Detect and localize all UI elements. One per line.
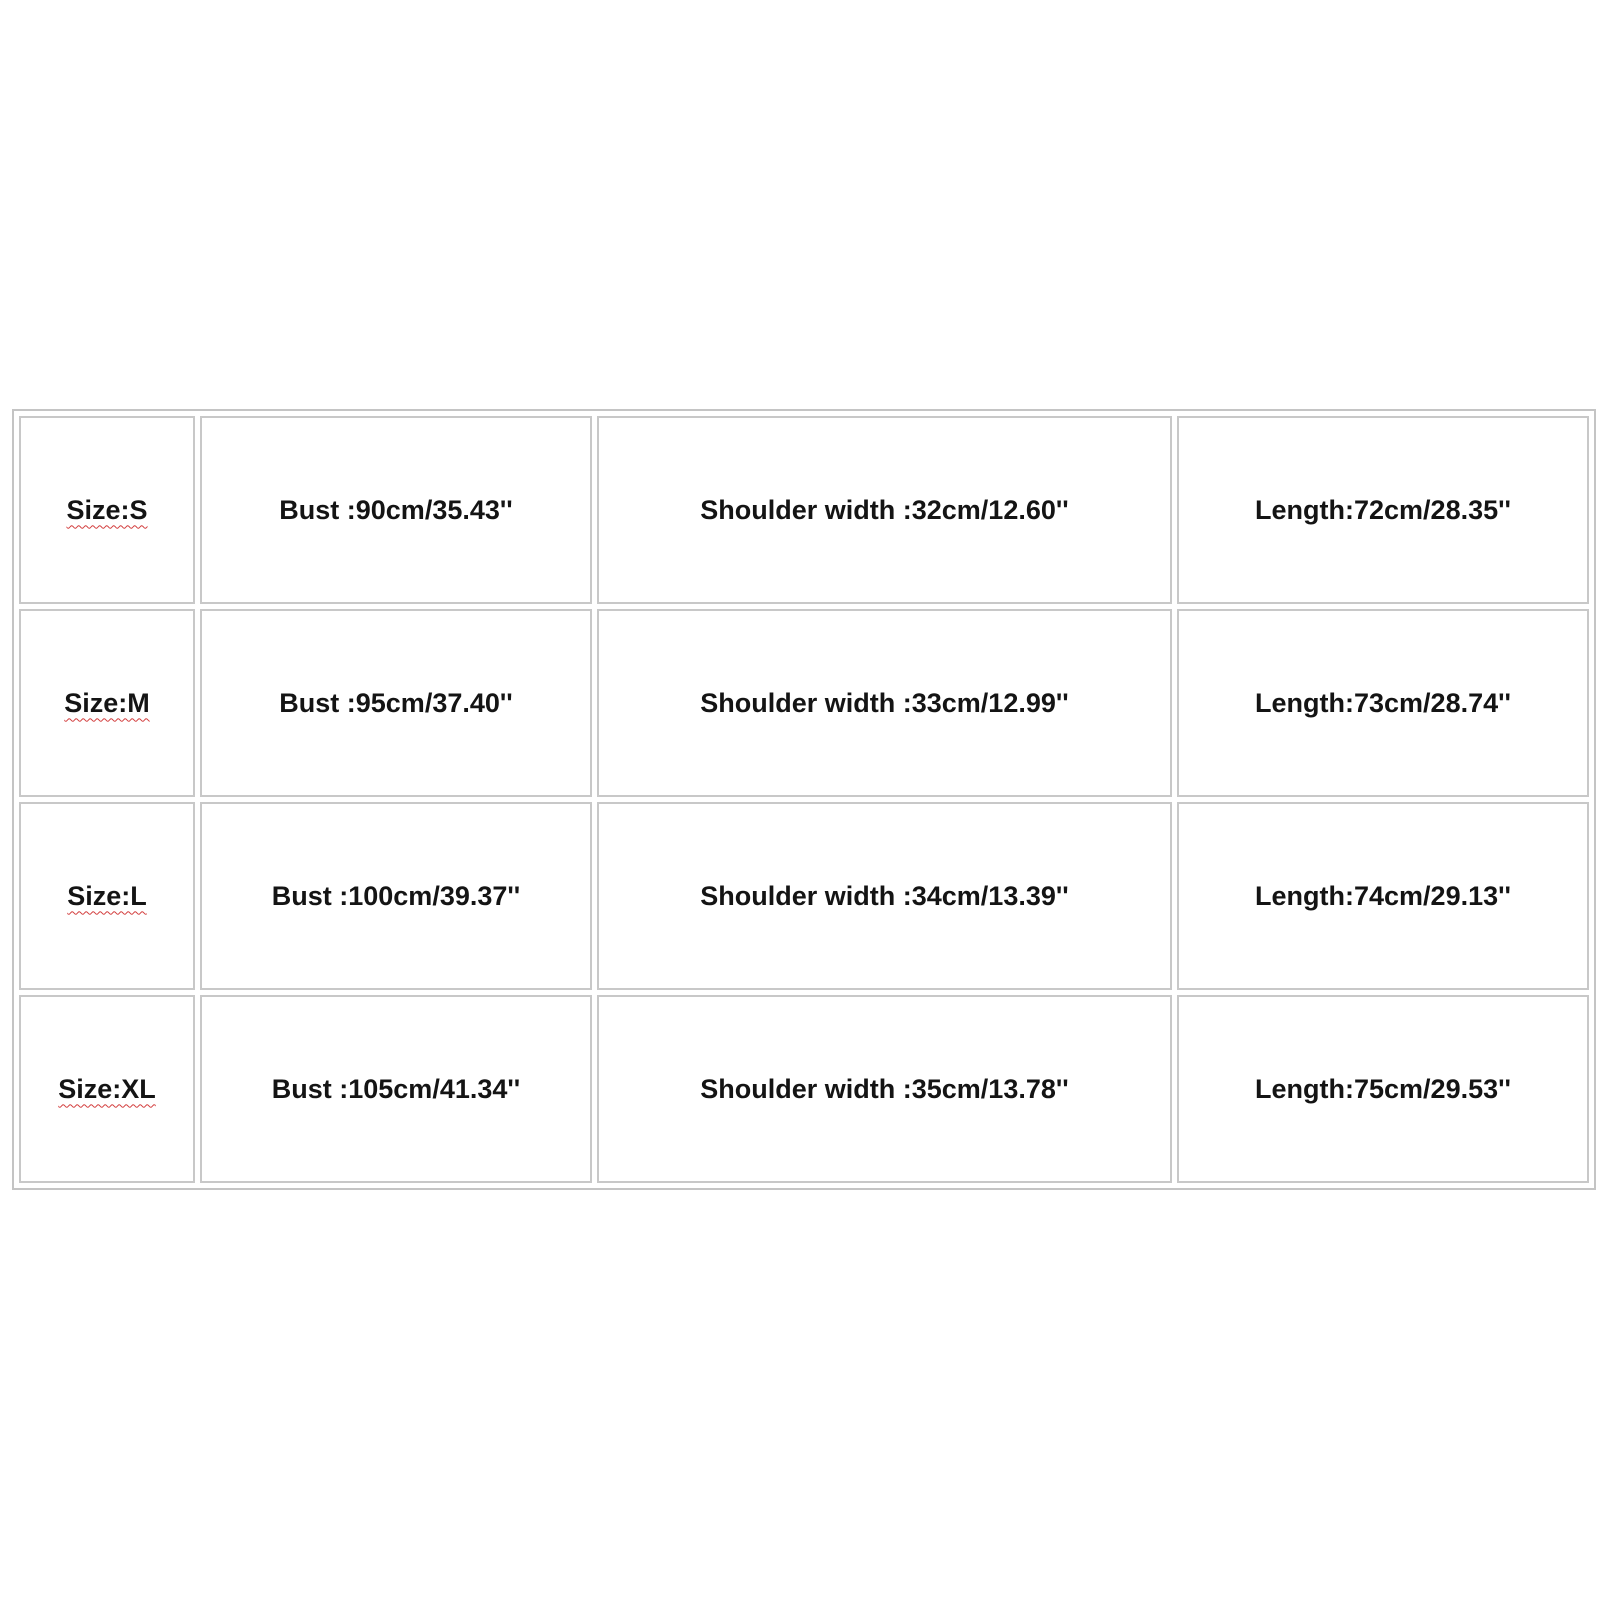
bust-cell: Bust :90cm/35.43'' — [200, 416, 592, 604]
size-label: Size:S — [66, 494, 148, 525]
length-cell: Length:72cm/28.35'' — [1177, 416, 1589, 604]
table-row — [19, 995, 1589, 1183]
size-label: Size:L — [67, 880, 147, 911]
length-cell: Length:75cm/29.53'' — [1177, 995, 1589, 1183]
table-row — [19, 416, 1589, 604]
size-cell — [19, 802, 195, 990]
table-row — [19, 609, 1589, 797]
shoulder-width-cell: Shoulder width :32cm/12.60'' — [597, 416, 1172, 604]
size-chart-table — [12, 409, 1596, 1190]
bust-cell: Bust :100cm/39.37'' — [200, 802, 592, 990]
size-cell — [19, 995, 195, 1183]
bust-cell: Bust :105cm/41.34'' — [200, 995, 592, 1183]
size-cell — [19, 609, 195, 797]
shoulder-width-cell: Shoulder width :35cm/13.78'' — [597, 995, 1172, 1183]
length-cell: Length:73cm/28.74'' — [1177, 609, 1589, 797]
bust-cell: Bust :95cm/37.40'' — [200, 609, 592, 797]
shoulder-width-cell: Shoulder width :34cm/13.39'' — [597, 802, 1172, 990]
shoulder-width-cell: Shoulder width :33cm/12.99'' — [597, 609, 1172, 797]
size-label: Size:XL — [58, 1073, 156, 1104]
size-label: Size:M — [64, 687, 150, 718]
table-row — [19, 802, 1589, 990]
length-cell: Length:74cm/29.13'' — [1177, 802, 1589, 990]
size-cell — [19, 416, 195, 604]
